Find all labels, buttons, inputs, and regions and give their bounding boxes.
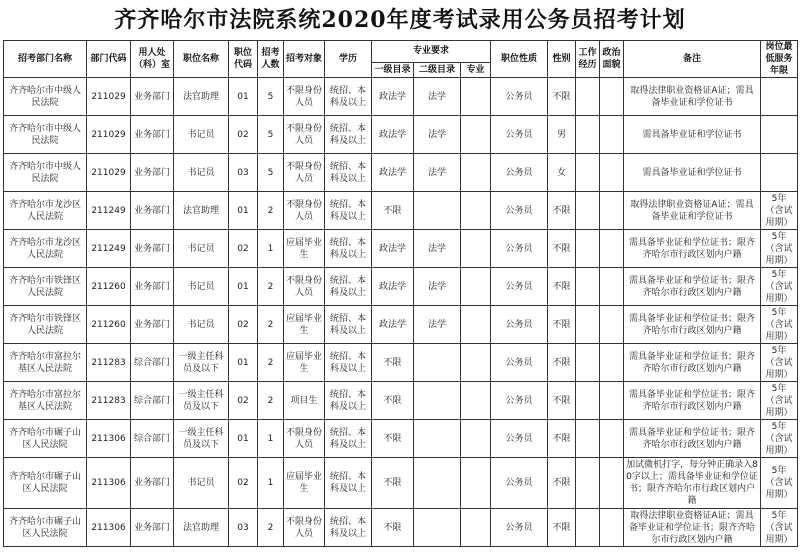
cell-service: 5年（含试用期）: [761, 382, 798, 420]
cell-gender: 不限: [548, 306, 576, 344]
cell-nature: 公务员: [491, 344, 548, 382]
cell-exp: [576, 268, 600, 306]
cell-pos-code: 02: [229, 306, 258, 344]
cell-target: 不限身份人员: [284, 509, 325, 547]
cell-nature: 公务员: [491, 78, 548, 116]
cell-service: 5年（含试用期）: [761, 230, 798, 268]
cell-politics: [600, 230, 624, 268]
cell-exp: [576, 306, 600, 344]
cell-gender: 不限: [548, 509, 576, 547]
cell-politics: [600, 420, 624, 458]
cell-pos-code: 01: [229, 268, 258, 306]
table-row: [4, 192, 798, 230]
cell-gender: 不限: [548, 382, 576, 420]
cell-edu: 统招、本科及以上: [325, 268, 372, 306]
cell-dept: 齐齐哈尔市龙沙区人民法院: [4, 192, 87, 230]
cell-service: 5年（含试用期）: [761, 344, 798, 382]
cell-edu: 统招、本科及以上: [325, 78, 372, 116]
cell-note: 需具备毕业证和学位证书: [624, 154, 761, 192]
cell-code: 211029: [87, 78, 131, 116]
cell-major-l1: 不限: [372, 458, 414, 509]
cell-note: 需具备毕业证和学位证书: [624, 116, 761, 154]
cell-unit: 综合部门: [131, 382, 174, 420]
cell-unit: 业务部门: [131, 116, 174, 154]
cell-gender: 男: [548, 116, 576, 154]
cell-count: 2: [258, 509, 284, 547]
cell-count: 1: [258, 458, 284, 509]
cell-dept: 齐齐哈尔市碾子山区人民法院: [4, 458, 87, 509]
header-exp: 工作经历: [576, 41, 600, 78]
cell-major-l2: 法学: [414, 306, 461, 344]
cell-dept: 齐齐哈尔市富拉尔基区人民法院: [4, 344, 87, 382]
cell-code: 211306: [87, 420, 131, 458]
header-politics: 政治面貌: [600, 41, 624, 78]
cell-exp: [576, 230, 600, 268]
cell-pos-code: 01: [229, 420, 258, 458]
cell-pos-code: 02: [229, 382, 258, 420]
cell-service: 5年（含试用期）: [761, 306, 798, 344]
cell-code: 211249: [87, 230, 131, 268]
table-row: [4, 230, 798, 268]
cell-exp: [576, 420, 600, 458]
header-unit: 用人处（科）室: [131, 41, 174, 78]
cell-edu: 统招、本科及以上: [325, 306, 372, 344]
table-row: [4, 268, 798, 306]
cell-gender: 不限: [548, 78, 576, 116]
cell-major-sp: [461, 230, 491, 268]
header-major-l1: 一级目录: [372, 62, 414, 77]
cell-gender: 不限: [548, 192, 576, 230]
cell-major-sp: [461, 116, 491, 154]
cell-unit: 业务部门: [131, 306, 174, 344]
cell-target: 不限身份人员: [284, 192, 325, 230]
table-row: [4, 382, 798, 420]
cell-dept: 齐齐哈尔市铁锋区人民法院: [4, 306, 87, 344]
cell-major-l1: 不限: [372, 344, 414, 382]
cell-position: 法官助理: [174, 78, 229, 116]
cell-unit: 业务部门: [131, 268, 174, 306]
cell-nature: 公务员: [491, 116, 548, 154]
cell-major-l2: 法学: [414, 268, 461, 306]
cell-gender: 女: [548, 154, 576, 192]
recruitment-table: [3, 40, 798, 547]
cell-service: [761, 116, 798, 154]
cell-target: 不限身份人员: [284, 420, 325, 458]
cell-dept: 齐齐哈尔市中级人民法院: [4, 78, 87, 116]
cell-gender: 不限: [548, 344, 576, 382]
cell-position: 一级主任科员及以下: [174, 420, 229, 458]
cell-note: 需具备毕业证和学位证书；限齐齐哈尔市行政区划内户籍: [624, 382, 761, 420]
table-row: [4, 306, 798, 344]
cell-major-l1: 政法学: [372, 230, 414, 268]
cell-major-l1: 不限: [372, 192, 414, 230]
cell-target: 不限身份人员: [284, 268, 325, 306]
cell-major-l1: 不限: [372, 420, 414, 458]
cell-major-l2: [414, 420, 461, 458]
cell-gender: 不限: [548, 458, 576, 509]
cell-major-l1: 政法学: [372, 306, 414, 344]
header-code: 部门代码: [87, 41, 131, 78]
cell-count: 2: [258, 192, 284, 230]
cell-pos-code: 02: [229, 116, 258, 154]
cell-service: 5年（含试用期）: [761, 509, 798, 547]
cell-code: 211249: [87, 192, 131, 230]
cell-unit: 业务部门: [131, 509, 174, 547]
cell-pos-code: 03: [229, 154, 258, 192]
cell-note: 取得法律职业资格证A证；需具备毕业证和学位证书: [624, 78, 761, 116]
cell-major-l1: 政法学: [372, 78, 414, 116]
cell-position: 一级主任科员及以下: [174, 344, 229, 382]
cell-major-l2: 法学: [414, 78, 461, 116]
cell-count: 1: [258, 420, 284, 458]
cell-major-sp: [461, 458, 491, 509]
cell-politics: [600, 382, 624, 420]
cell-position: 书记员: [174, 306, 229, 344]
cell-unit: 综合部门: [131, 420, 174, 458]
cell-count: 2: [258, 344, 284, 382]
cell-major-l1: 不限: [372, 382, 414, 420]
header-nature: 职位性质: [491, 41, 548, 78]
header-pos-code: 职位代码: [229, 41, 258, 78]
cell-major-sp: [461, 306, 491, 344]
table-row: [4, 509, 798, 547]
cell-major-sp: [461, 382, 491, 420]
cell-major-l1: 政法学: [372, 154, 414, 192]
cell-service: 5年（含试用期）: [761, 268, 798, 306]
cell-count: 5: [258, 78, 284, 116]
cell-note: 需具备毕业证和学位证书；限齐齐哈尔市行政区划内户籍: [624, 420, 761, 458]
table-row: [4, 78, 798, 116]
table-row: [4, 154, 798, 192]
cell-service: 5年（含试用期）: [761, 192, 798, 230]
cell-unit: 业务部门: [131, 230, 174, 268]
cell-edu: 统招、本科及以上: [325, 458, 372, 509]
cell-note: 需具备毕业证和学位证书；限齐齐哈尔市行政区划内户籍: [624, 344, 761, 382]
cell-major-l2: 法学: [414, 154, 461, 192]
cell-exp: [576, 192, 600, 230]
cell-target: 不限身份人员: [284, 116, 325, 154]
cell-count: 2: [258, 268, 284, 306]
cell-code: 211306: [87, 509, 131, 547]
header-edu: 学历: [325, 41, 372, 78]
cell-nature: 公务员: [491, 458, 548, 509]
cell-politics: [600, 344, 624, 382]
cell-position: 书记员: [174, 458, 229, 509]
cell-major-l2: [414, 344, 461, 382]
cell-pos-code: 01: [229, 78, 258, 116]
cell-edu: 统招、本科及以上: [325, 154, 372, 192]
cell-unit: 综合部门: [131, 344, 174, 382]
cell-note: 取得法律职业资格证A证；需具备毕业证和学位证书: [624, 192, 761, 230]
cell-unit: 业务部门: [131, 78, 174, 116]
header-gender: 性别: [548, 41, 576, 78]
cell-major-sp: [461, 268, 491, 306]
cell-count: 2: [258, 382, 284, 420]
cell-politics: [600, 78, 624, 116]
cell-dept: 齐齐哈尔市富拉尔基区人民法院: [4, 382, 87, 420]
cell-target: 项目生: [284, 382, 325, 420]
cell-nature: 公务员: [491, 382, 548, 420]
cell-dept: 齐齐哈尔市碾子山区人民法院: [4, 420, 87, 458]
cell-exp: [576, 154, 600, 192]
cell-edu: 统招、本科及以上: [325, 382, 372, 420]
cell-target: 不限身份人员: [284, 78, 325, 116]
cell-dept: 齐齐哈尔市铁锋区人民法院: [4, 268, 87, 306]
cell-code: 211306: [87, 458, 131, 509]
table-row: [4, 344, 798, 382]
cell-dept: 齐齐哈尔市龙沙区人民法院: [4, 230, 87, 268]
cell-major-l2: [414, 509, 461, 547]
cell-major-sp: [461, 192, 491, 230]
cell-nature: 公务员: [491, 268, 548, 306]
cell-unit: 业务部门: [131, 458, 174, 509]
cell-pos-code: 03: [229, 509, 258, 547]
cell-nature: 公务员: [491, 154, 548, 192]
cell-position: 书记员: [174, 268, 229, 306]
cell-target: 应届毕业生: [284, 344, 325, 382]
cell-count: 5: [258, 116, 284, 154]
cell-unit: 业务部门: [131, 192, 174, 230]
cell-service: [761, 78, 798, 116]
cell-service: 5年（含试用期）: [761, 420, 798, 458]
cell-politics: [600, 192, 624, 230]
cell-gender: 不限: [548, 230, 576, 268]
cell-count: 2: [258, 306, 284, 344]
cell-edu: 统招、本科及以上: [325, 344, 372, 382]
cell-position: 书记员: [174, 116, 229, 154]
cell-pos-code: 02: [229, 230, 258, 268]
cell-code: 211283: [87, 344, 131, 382]
cell-edu: 统招、本科及以上: [325, 230, 372, 268]
cell-nature: 公务员: [491, 420, 548, 458]
cell-major-l2: 法学: [414, 116, 461, 154]
cell-note: 加试微机打字，每分钟正确录入80字以上；需具备毕业证和学位证书；限齐齐哈尔市行政区划内户籍: [624, 458, 761, 509]
cell-code: 211283: [87, 382, 131, 420]
table-row: [4, 458, 798, 509]
cell-exp: [576, 116, 600, 154]
cell-exp: [576, 382, 600, 420]
cell-gender: 不限: [548, 268, 576, 306]
header-major-sp: 专业: [461, 62, 491, 77]
cell-politics: [600, 509, 624, 547]
cell-gender: 不限: [548, 420, 576, 458]
cell-politics: [600, 154, 624, 192]
cell-position: 一级主任科员及以下: [174, 382, 229, 420]
cell-major-l2: [414, 192, 461, 230]
cell-target: 应届毕业生: [284, 306, 325, 344]
cell-politics: [600, 458, 624, 509]
cell-major-sp: [461, 78, 491, 116]
cell-major-l2: 法学: [414, 230, 461, 268]
cell-edu: 统招、本科及以上: [325, 116, 372, 154]
cell-major-l1: 政法学: [372, 116, 414, 154]
cell-nature: 公务员: [491, 306, 548, 344]
header-note: 备注: [624, 41, 761, 78]
cell-politics: [600, 116, 624, 154]
cell-target: 应届毕业生: [284, 458, 325, 509]
cell-edu: 统招、本科及以上: [325, 192, 372, 230]
cell-service: 5年（含试用期）: [761, 458, 798, 509]
header-count: 招考人数: [258, 41, 284, 78]
cell-nature: 公务员: [491, 509, 548, 547]
cell-note: 需具备毕业证和学位证书；限齐齐哈尔市行政区划内户籍: [624, 306, 761, 344]
cell-position: 法官助理: [174, 509, 229, 547]
cell-exp: [576, 78, 600, 116]
table-row: [4, 116, 798, 154]
cell-target: 不限身份人员: [284, 154, 325, 192]
cell-target: 应届毕业生: [284, 230, 325, 268]
cell-position: 书记员: [174, 230, 229, 268]
cell-count: 5: [258, 154, 284, 192]
cell-unit: 业务部门: [131, 154, 174, 192]
cell-code: 211029: [87, 116, 131, 154]
cell-code: 211260: [87, 306, 131, 344]
cell-pos-code: 01: [229, 192, 258, 230]
cell-major-sp: [461, 509, 491, 547]
header-major: 专业要求: [372, 41, 491, 63]
header-service: 岗位最低服务年限: [761, 41, 798, 78]
cell-major-l2: [414, 458, 461, 509]
cell-dept: 齐齐哈尔市中级人民法院: [4, 116, 87, 154]
table-row: [4, 420, 798, 458]
header-target: 招考对象: [284, 41, 325, 78]
cell-major-sp: [461, 154, 491, 192]
header-dept: 招考部门名称: [4, 41, 87, 78]
cell-code: 211029: [87, 154, 131, 192]
cell-position: 书记员: [174, 154, 229, 192]
cell-exp: [576, 509, 600, 547]
header-row-1: [4, 41, 798, 63]
cell-note: 取得法律职业资格证A证；需具备毕业证和学位证书；限齐齐哈尔市行政区划内户籍: [624, 509, 761, 547]
cell-major-l2: [414, 382, 461, 420]
cell-nature: 公务员: [491, 230, 548, 268]
header-position: 职位名称: [174, 41, 229, 78]
cell-note: 需具备毕业证和学位证书；限齐齐哈尔市行政区划内户籍: [624, 230, 761, 268]
cell-exp: [576, 458, 600, 509]
cell-exp: [576, 344, 600, 382]
cell-code: 211260: [87, 268, 131, 306]
cell-dept: 齐齐哈尔市中级人民法院: [4, 154, 87, 192]
cell-nature: 公务员: [491, 192, 548, 230]
cell-count: 1: [258, 230, 284, 268]
cell-politics: [600, 306, 624, 344]
cell-major-l1: 不限: [372, 509, 414, 547]
cell-note: 需具备毕业证和学位证书；限齐齐哈尔市行政区划内户籍: [624, 268, 761, 306]
page-title: 齐齐哈尔市法院系统2020年度考试录用公务员招考计划: [114, 7, 686, 33]
cell-edu: 统招、本科及以上: [325, 420, 372, 458]
cell-pos-code: 01: [229, 344, 258, 382]
cell-edu: 统招、本科及以上: [325, 509, 372, 547]
cell-major-sp: [461, 344, 491, 382]
cell-dept: 齐齐哈尔市碾子山区人民法院: [4, 509, 87, 547]
cell-service: [761, 154, 798, 192]
header-major-l2: 二级目录: [414, 62, 461, 77]
cell-politics: [600, 268, 624, 306]
cell-major-sp: [461, 420, 491, 458]
cell-position: 法官助理: [174, 192, 229, 230]
cell-pos-code: 02: [229, 458, 258, 509]
cell-major-l1: 政法学: [372, 268, 414, 306]
